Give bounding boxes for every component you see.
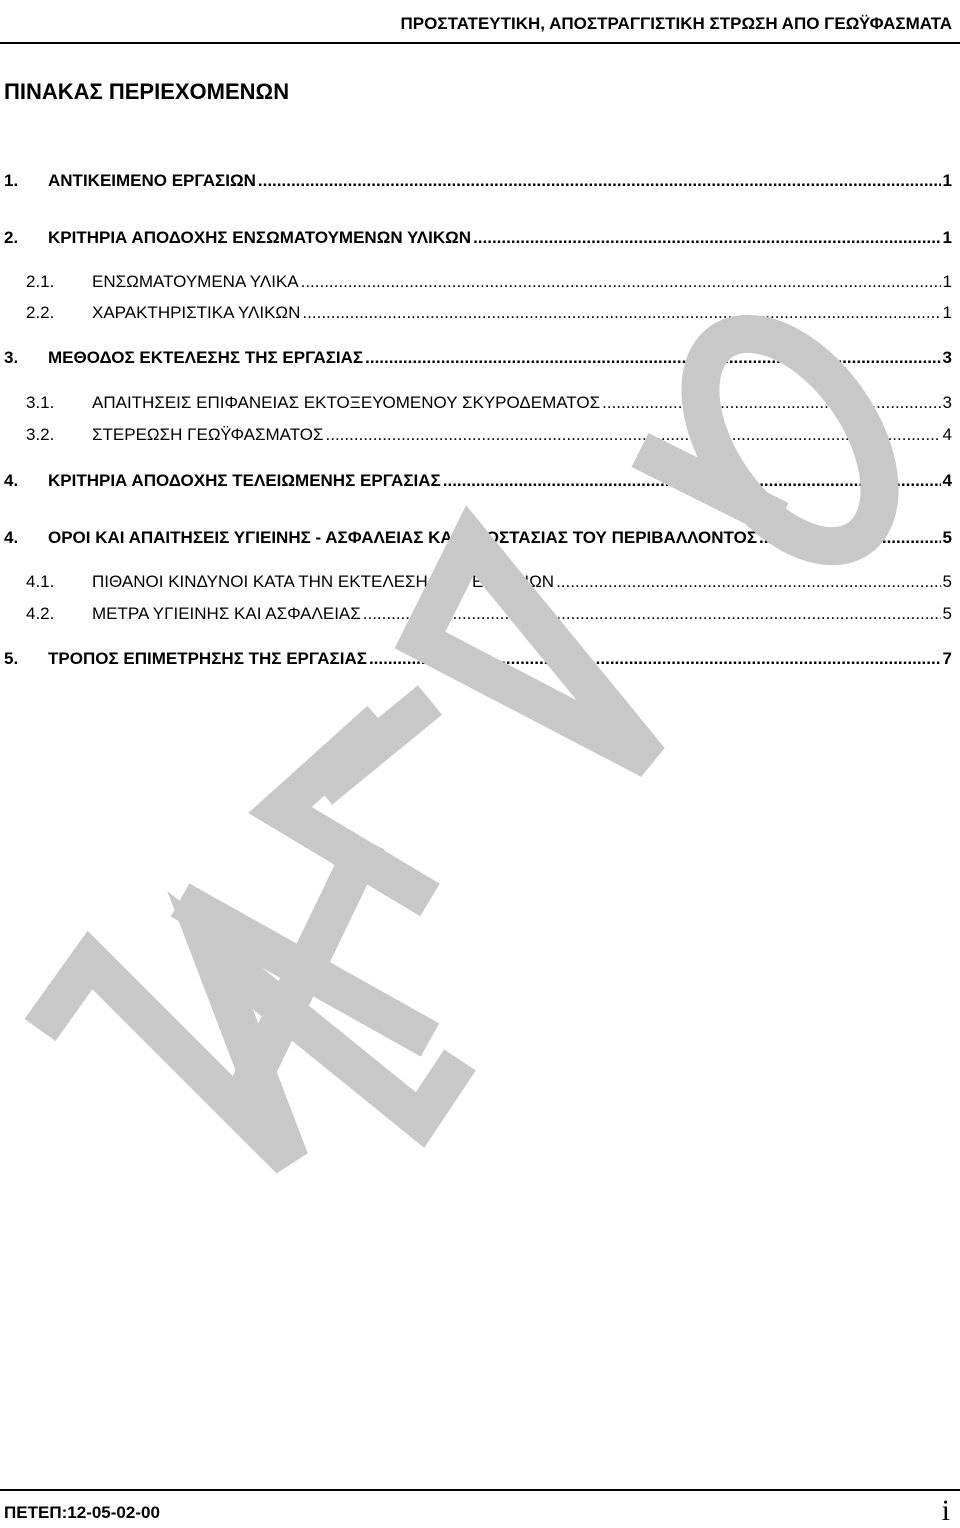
toc-entry-page: 3	[942, 393, 952, 412]
toc-entry-page: 1	[942, 171, 952, 190]
toc-entry-page: 5	[942, 528, 952, 547]
header-divider	[0, 42, 960, 44]
toc-entry-number: 2.	[4, 228, 19, 247]
toc-entry[interactable]	[26, 570, 952, 594]
toc-entry[interactable]	[4, 226, 952, 250]
toc-entry-title: ΚΡΙΤΗΡΙΑ ΑΠΟΔΟΧΗΣ ΕΝΣΩΜΑΤΟΥΜΕΝΩΝ ΥΛΙΚΩΝ	[48, 228, 472, 247]
toc-dot-leader	[363, 602, 941, 626]
toc-entry-page: 1	[942, 228, 952, 247]
toc-entry-number: 1.	[4, 171, 19, 190]
toc-entry-title: ΠΙΘΑΝΟΙ ΚΙΝΔΥΝΟΙ ΚΑΤΑ ΤΗΝ ΕΚΤΕΛΕΣΗ ΤΩΝ ΕΡΓΑΣΙΩΝ	[92, 572, 555, 591]
toc-entry-title: ΚΡΙΤΗΡΙΑ ΑΠΟΔΟΧΗΣ ΤΕΛΕΙΩΜΕΝΗΣ ΕΡΓΑΣΙΑΣ	[48, 471, 441, 490]
toc-entry-page: 5	[942, 604, 952, 623]
toc-dot-leader	[301, 270, 941, 294]
toc-entry[interactable]	[4, 647, 952, 671]
toc-entry[interactable]	[26, 602, 952, 626]
toc-entry-title: ΤΡΟΠΟΣ ΕΠΙΜΕΤΡΗΣΗΣ ΤΗΣ ΕΡΓΑΣΙΑΣ	[48, 649, 367, 668]
toc-entry-page: 1	[942, 272, 952, 291]
toc-dot-leader	[443, 469, 941, 493]
running-header-title: ΠΡΟΣΤΑΤΕΥΤΙΚΗ, ΑΠΟΣΤΡΑΓΓΙΣΤΙΚΗ ΣΤΡΩΣΗ ΑΠΟ ΓΕΩΫΦΑΣΜΑΤΑ	[400, 14, 952, 33]
toc-entry-title: ΧΑΡΑΚΤΗΡΙΣΤΙΚΑ ΥΛΙΚΩΝ	[92, 303, 301, 322]
toc-dot-leader	[556, 570, 940, 594]
toc-dot-leader	[258, 169, 941, 193]
toc-entry-number: 3.	[4, 348, 19, 367]
toc-heading: ΠΙΝΑΚΑΣ ΠΕΡΙΕΧΟΜΕΝΩΝ	[4, 79, 290, 104]
toc-entry-title: ΑΝΤΙΚΕΙΜΕΝΟ ΕΡΓΑΣΙΩΝ	[48, 171, 256, 190]
toc-entry-number: 3.1.	[26, 393, 55, 412]
toc-dot-leader	[369, 647, 941, 671]
toc-entry[interactable]	[4, 526, 952, 550]
toc-entry[interactable]	[26, 391, 952, 415]
toc-entry-page: 4	[942, 425, 952, 444]
toc-entry-title: ΟΡΟΙ ΚΑΙ ΑΠΑΙΤΗΣΕΙΣ ΥΓΙΕΙΝΗΣ - ΑΣΦΑΛΕΙΑΣ ΚΑΙ ΠΡΟΣΤΑΣΙΑΣ ΤΟΥ ΠΕΡΙΒΑΛΛΟΝΤΟΣ	[48, 528, 758, 547]
toc-dot-leader	[473, 226, 940, 250]
toc-entry-page: 4	[942, 471, 952, 490]
toc-entry-title: ΑΠΑΙΤΗΣΕΙΣ ΕΠΙΦΑΝΕΙΑΣ ΕΚΤΟΞΕΥΟΜΕΝΟΥ ΣΚΥΡΟΔΕΜΑΤΟΣ	[92, 393, 601, 412]
toc-entry-number: 4.	[4, 471, 19, 490]
toc-entry-title: ΜΕΤΡΑ ΥΓΙΕΙΝΗΣ ΚΑΙ ΑΣΦΑΛΕΙΑΣ	[92, 604, 361, 623]
toc-dot-leader	[602, 391, 940, 415]
toc-entry[interactable]	[26, 270, 952, 294]
toc-entry[interactable]	[4, 469, 952, 493]
toc-entry-number: 4.1.	[26, 572, 55, 591]
toc-entry-number: 5.	[4, 649, 19, 668]
toc-entry[interactable]	[4, 346, 952, 370]
footer-divider	[0, 1489, 960, 1491]
toc-entry-page: 7	[942, 649, 952, 668]
toc-entry-number: 3.2.	[26, 425, 55, 444]
toc-entry-page: 3	[942, 348, 952, 367]
toc-entry[interactable]	[4, 169, 952, 193]
toc-entry-number: 4.2.	[26, 604, 55, 623]
toc-entry-page: 5	[942, 572, 952, 591]
toc-entry-title: ΜΕΘΟΔΟΣ ΕΚΤΕΛΕΣΗΣ ΤΗΣ ΕΡΓΑΣΙΑΣ	[48, 348, 364, 367]
page-number: i	[941, 1494, 950, 1527]
toc-dot-leader	[365, 346, 940, 370]
toc-dot-leader	[326, 423, 941, 447]
toc-dot-leader	[302, 301, 940, 325]
toc-entry-title: ΕΝΣΩΜΑΤΟΥΜΕΝΑ ΥΛΙΚΑ	[92, 272, 299, 291]
toc-entry[interactable]	[26, 423, 952, 447]
toc-dot-leader	[759, 526, 940, 550]
toc-entry[interactable]	[26, 301, 952, 325]
toc-entry-page: 1	[942, 303, 952, 322]
toc-entry-number: 4.	[4, 528, 19, 547]
toc-entry-title: ΣΤΕΡΕΩΣΗ ΓΕΩΫΦΑΣΜΑΤΟΣ	[92, 425, 324, 444]
toc-entry-number: 2.2.	[26, 303, 55, 322]
document-code: ΠΕΤΕΠ:12-05-02-00	[4, 1503, 160, 1522]
toc-entry-number: 2.1.	[26, 272, 55, 291]
